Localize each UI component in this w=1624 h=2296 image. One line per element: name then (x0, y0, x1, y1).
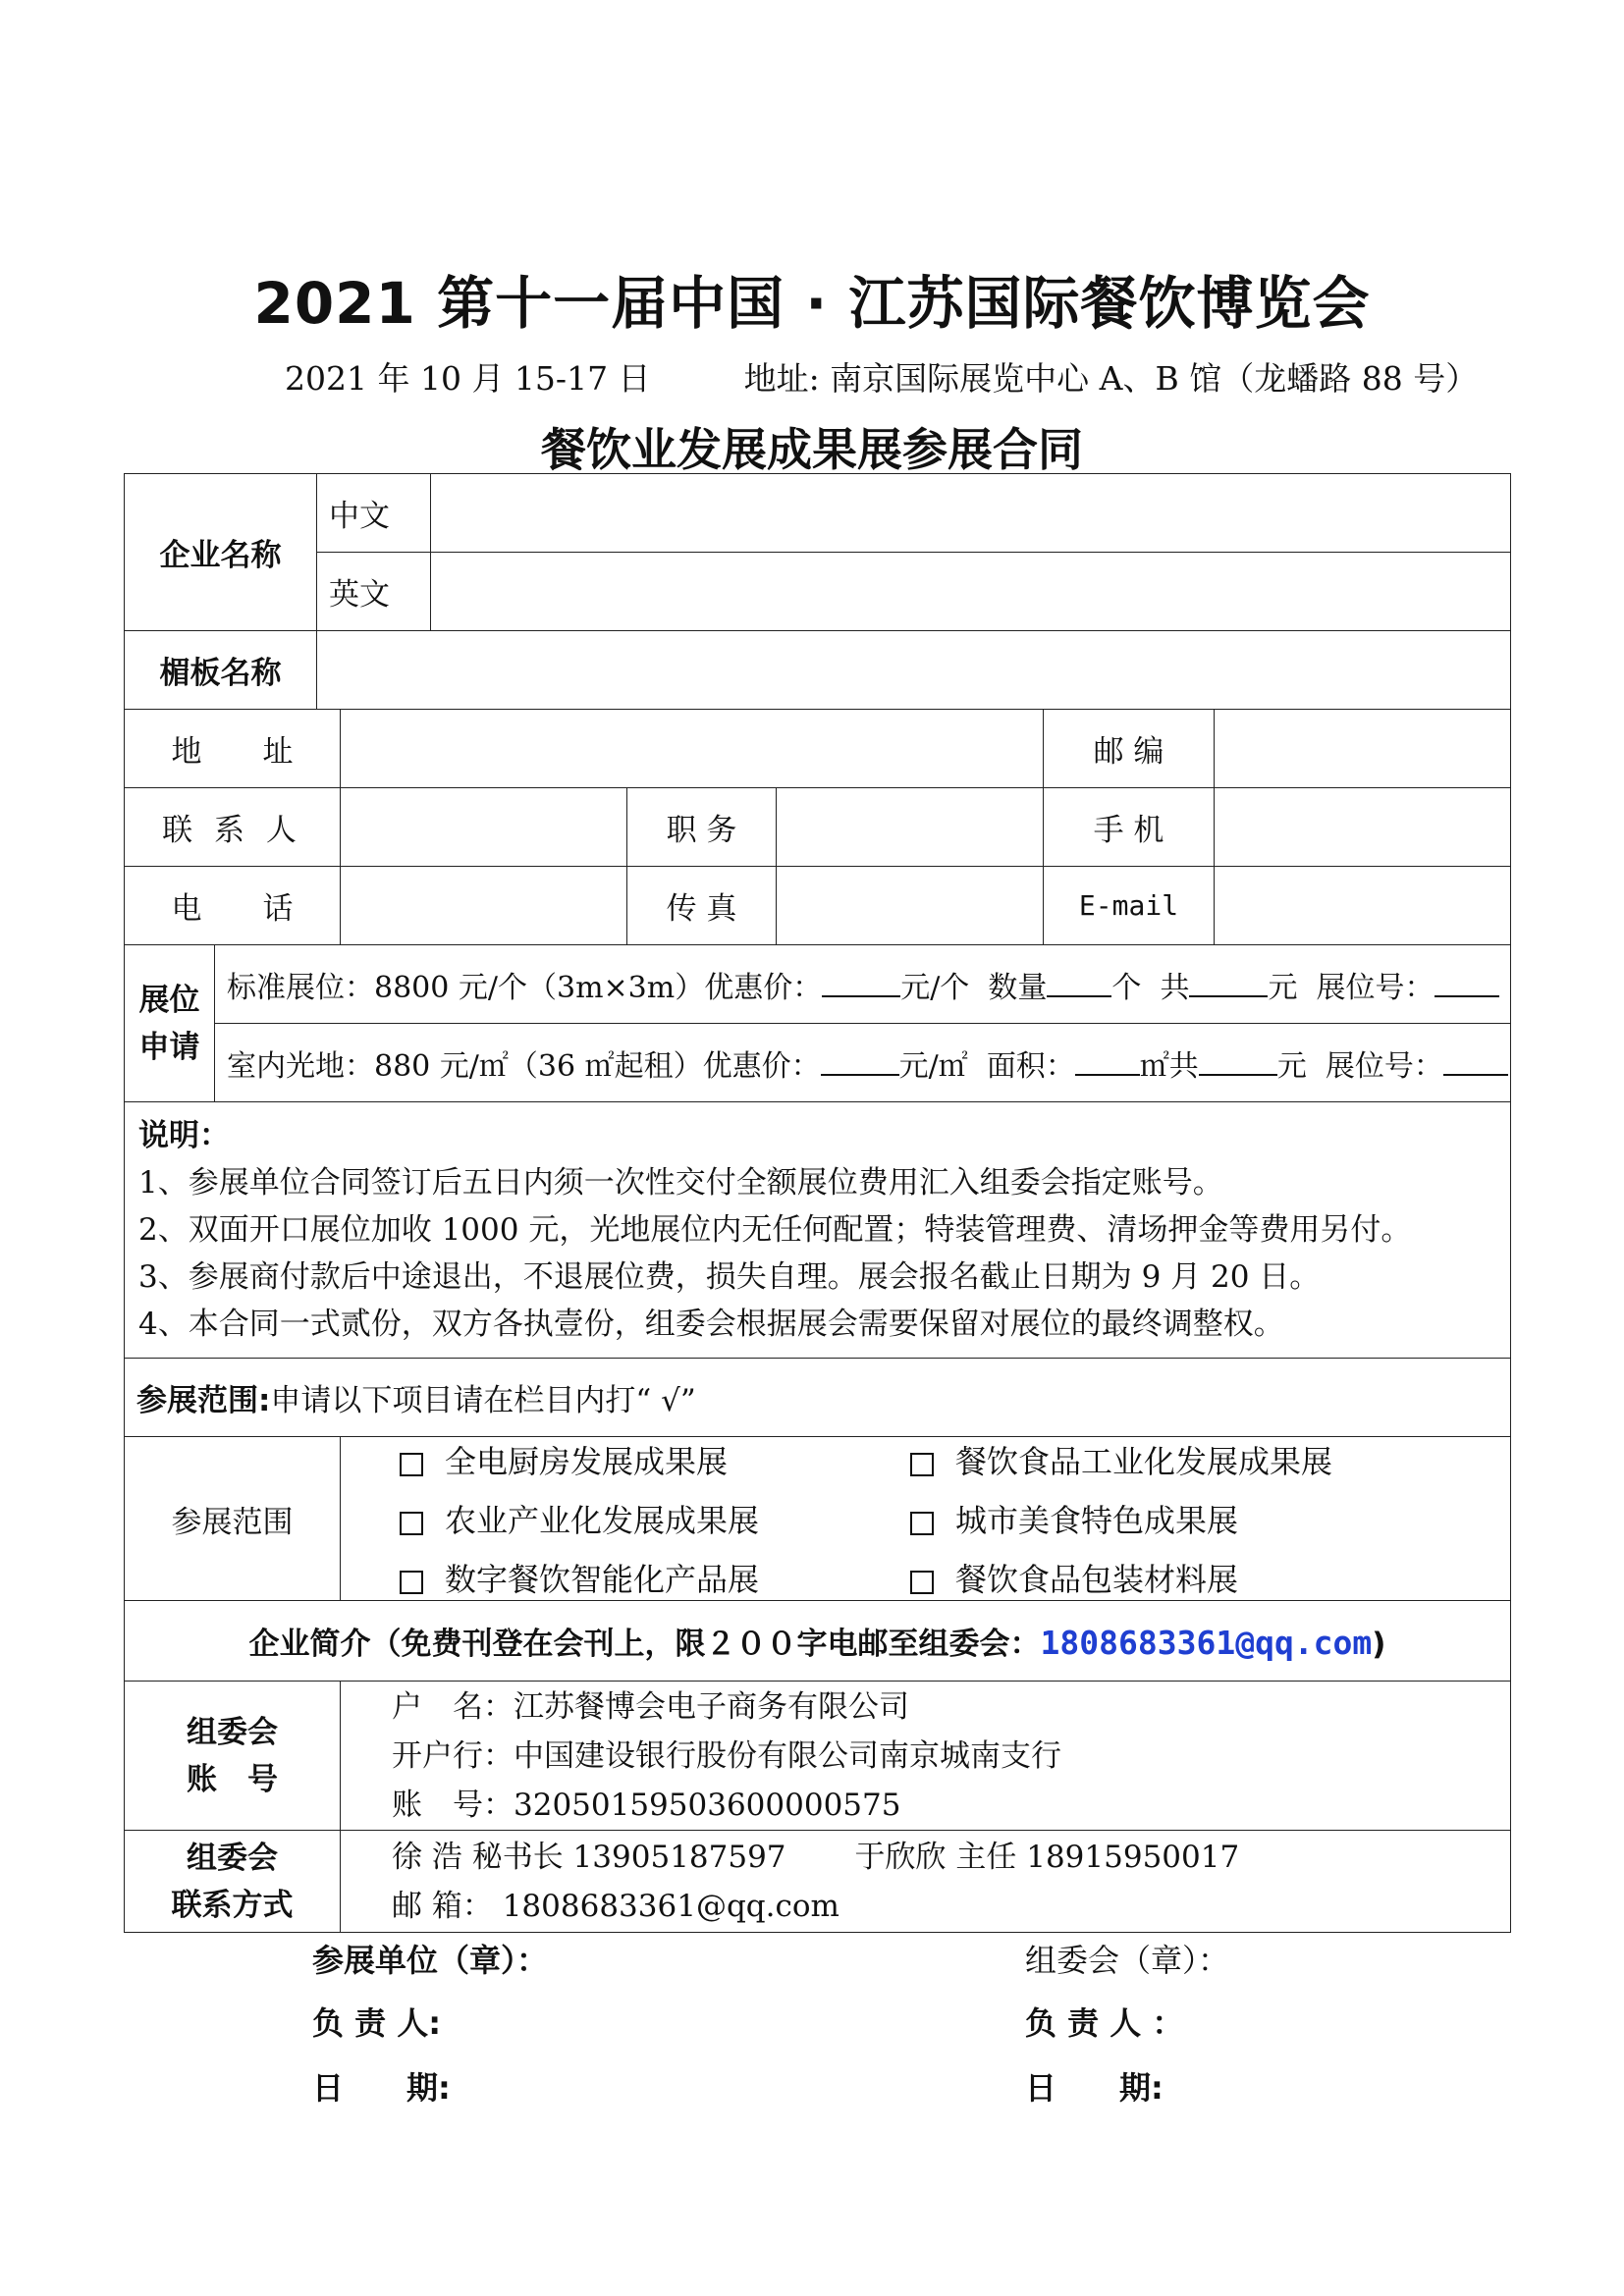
checkbox-icon[interactable] (910, 1571, 934, 1594)
raw-space-area-unit: ㎡共 (1139, 1048, 1199, 1084)
phone-field[interactable] (341, 867, 627, 945)
email-field[interactable] (1215, 867, 1511, 945)
standard-price-unit: 元/个 (900, 970, 970, 1005)
fax-label: 传 真 (627, 867, 777, 945)
event-address: 地址: 南京国际展览中心 A、B 馆（龙蟠路 88 号） (743, 359, 1479, 398)
account-label-line1: 组委会 (187, 1714, 278, 1750)
fascia-field[interactable] (317, 631, 1511, 710)
job-title-field[interactable] (777, 788, 1044, 867)
standard-total-blank[interactable] (1189, 968, 1268, 997)
checkbox-icon[interactable] (400, 1453, 423, 1476)
committee-contact-email: 邮 箱： 1808683361@qq.com (392, 1888, 839, 1924)
contact-person-field[interactable] (341, 788, 627, 867)
scope-options (341, 1437, 1511, 1601)
raw-space-area-blank[interactable] (1075, 1046, 1140, 1076)
company-name-label: 企业名称 (125, 474, 317, 631)
standard-booth-text: 标准展位：8800 元/个（3m×3m）优惠价 (227, 970, 793, 1005)
exhibitor-person-label: 负 责 人: (312, 2004, 442, 2042)
company-english-label: 英文 (317, 553, 431, 631)
company-profile-text: 企业简介（免费刊登在会刊上，限２００字电邮至组委会： (248, 1627, 1041, 1662)
fax-field[interactable] (777, 867, 1044, 945)
committee-contact-label-line1: 组委会 (187, 1840, 278, 1876)
committee-contact-persons (392, 1833, 1498, 1882)
raw-space-area-label: 面积 (986, 1048, 1046, 1084)
booth-label-line2: 申请 (138, 1029, 200, 1065)
account-bank: 开户行：中国建设银行股份有限公司南京城南支行 (392, 1737, 1061, 1774)
raw-space-price-unit: 元/㎡ (898, 1048, 968, 1084)
committee-contact-details (341, 1831, 1511, 1933)
note-item: 1、参展单位合同签订后五日内须一次性交付全额展位费用汇入组委会指定账号。 (138, 1165, 1223, 1201)
scope-header-text: 申请以下项目请在栏目内打“ √” (270, 1383, 696, 1418)
profile-email-link[interactable]: 1808683361@qq.com (1040, 1624, 1373, 1662)
booth-application-label (125, 945, 215, 1102)
company-profile-close: ) (1372, 1627, 1386, 1662)
raw-space-booth-no-label: 展位号 (1325, 1048, 1414, 1084)
exhibitor-date-label: 日 期: (312, 2069, 451, 2107)
raw-space-row: 室内光地：880 元/㎡（36 ㎡起租）优惠价： 元/㎡ 面积： ㎡共 元 展位号： (215, 1024, 1511, 1102)
contact-person-1: 徐 浩 秘书长 13905187597 (392, 1839, 786, 1875)
raw-space-total-unit: 元 (1276, 1048, 1307, 1084)
scope-header-label: 参展范围: (136, 1383, 271, 1418)
phone-label: 电 话 (125, 867, 341, 945)
company-english-field[interactable] (431, 553, 1511, 631)
contact-person-label: 联 系 人 (125, 788, 341, 867)
event-date: 2021 年 10 月 15-17 日 (285, 359, 651, 398)
notes-title: 说明： (138, 1118, 230, 1153)
raw-space-text: 室内光地：880 元/㎡（36 ㎡起租）优惠价 (227, 1048, 791, 1084)
company-profile-row (125, 1601, 1511, 1682)
scope-label: 参展范围 (125, 1437, 341, 1601)
fascia-label: 楣板名称 (125, 631, 317, 710)
booth-label-line1: 展位 (138, 982, 200, 1018)
scope-option-3[interactable]: 城市美食特色成果展 (910, 1496, 1421, 1541)
committee-person-label: 负 责 人 ： (1025, 2004, 1184, 2042)
event-info (285, 353, 1478, 400)
scope-option-5[interactable]: 餐饮食品包装材料展 (910, 1555, 1421, 1600)
note-item: 2、双面开口展位加收 1000 元，光地展位内无任何配置；特装管理费、清场押金等费用另付。 (138, 1212, 1412, 1248)
committee-date-label: 日 期: (1025, 2069, 1164, 2107)
note-item: 4、本合同一式贰份，双方各执壹份，组委会根据展会需要保留对展位的最终调整权。 (138, 1307, 1284, 1342)
scope-option-1[interactable]: 餐饮食品工业化发展成果展 (910, 1437, 1421, 1482)
standard-booth-no-label: 展位号 (1316, 970, 1405, 1005)
exhibitor-seal-label: 参展单位（章）： (312, 1942, 549, 1979)
contract-form (124, 473, 1511, 1933)
scope-option-0[interactable]: 全电厨房发展成果展 (400, 1437, 910, 1482)
contact-person-2: 于欣欣 主任 18915950017 (854, 1839, 1240, 1875)
standard-total-unit: 元 (1268, 970, 1298, 1005)
zip-label: 邮 编 (1044, 710, 1215, 788)
email-label: E-mail (1044, 867, 1215, 945)
scope-option-2[interactable]: 农业产业化发展成果展 (400, 1496, 910, 1541)
zip-field[interactable] (1215, 710, 1511, 788)
account-details (341, 1682, 1511, 1831)
committee-seal-label: 组委会（章）： (1025, 1942, 1230, 1979)
standard-total-label: 共 (1160, 970, 1190, 1005)
checkbox-icon[interactable] (910, 1453, 934, 1476)
standard-qty-unit: 个 (1111, 970, 1142, 1005)
scope-header (125, 1359, 1511, 1437)
raw-space-total-blank[interactable] (1199, 1046, 1277, 1076)
address-label: 地 址 (125, 710, 341, 788)
mobile-field[interactable] (1215, 788, 1511, 867)
scope-option-4[interactable]: 数字餐饮智能化产品展 (400, 1555, 910, 1600)
mobile-label: 手 机 (1044, 788, 1215, 867)
page-title: 2021 第十一届中国 · 江苏国际餐饮博览会 (253, 270, 1371, 337)
raw-space-price-blank[interactable] (821, 1046, 899, 1076)
account-label (125, 1682, 341, 1831)
standard-price-blank[interactable] (822, 968, 900, 997)
account-number: 账 号：32050159503600000575 (392, 1787, 901, 1823)
checkbox-icon[interactable] (400, 1571, 423, 1594)
checkbox-icon[interactable] (910, 1512, 934, 1535)
standard-qty-blank[interactable] (1047, 968, 1111, 997)
notes-section (125, 1102, 1511, 1359)
standard-qty-label: 数量 (988, 970, 1048, 1005)
contract-title: 餐饮业发展成果展参展合同 (541, 423, 1083, 476)
raw-space-booth-no-blank[interactable] (1443, 1046, 1508, 1076)
standard-booth-row: 标准展位：8800 元/个（3m×3m）优惠价： 元/个 数量 个 共 元 展位号： (215, 945, 1511, 1024)
company-chinese-label: 中文 (317, 474, 431, 553)
account-label-line2: 账 号 (187, 1761, 278, 1797)
standard-booth-no-blank[interactable] (1435, 968, 1499, 997)
company-chinese-field[interactable] (431, 474, 1511, 553)
committee-contact-label (125, 1831, 341, 1933)
address-field[interactable] (341, 710, 1044, 788)
note-item: 3、参展商付款后中途退出，不退展位费，损失自理。展会报名截止日期为 9 月 20 日。 (138, 1259, 1321, 1295)
checkbox-icon[interactable] (400, 1512, 423, 1535)
account-holder: 户 名：江苏餐博会电子商务有限公司 (392, 1688, 909, 1725)
job-title-label: 职 务 (627, 788, 777, 867)
committee-contact-label-line2: 联系方式 (171, 1887, 294, 1923)
